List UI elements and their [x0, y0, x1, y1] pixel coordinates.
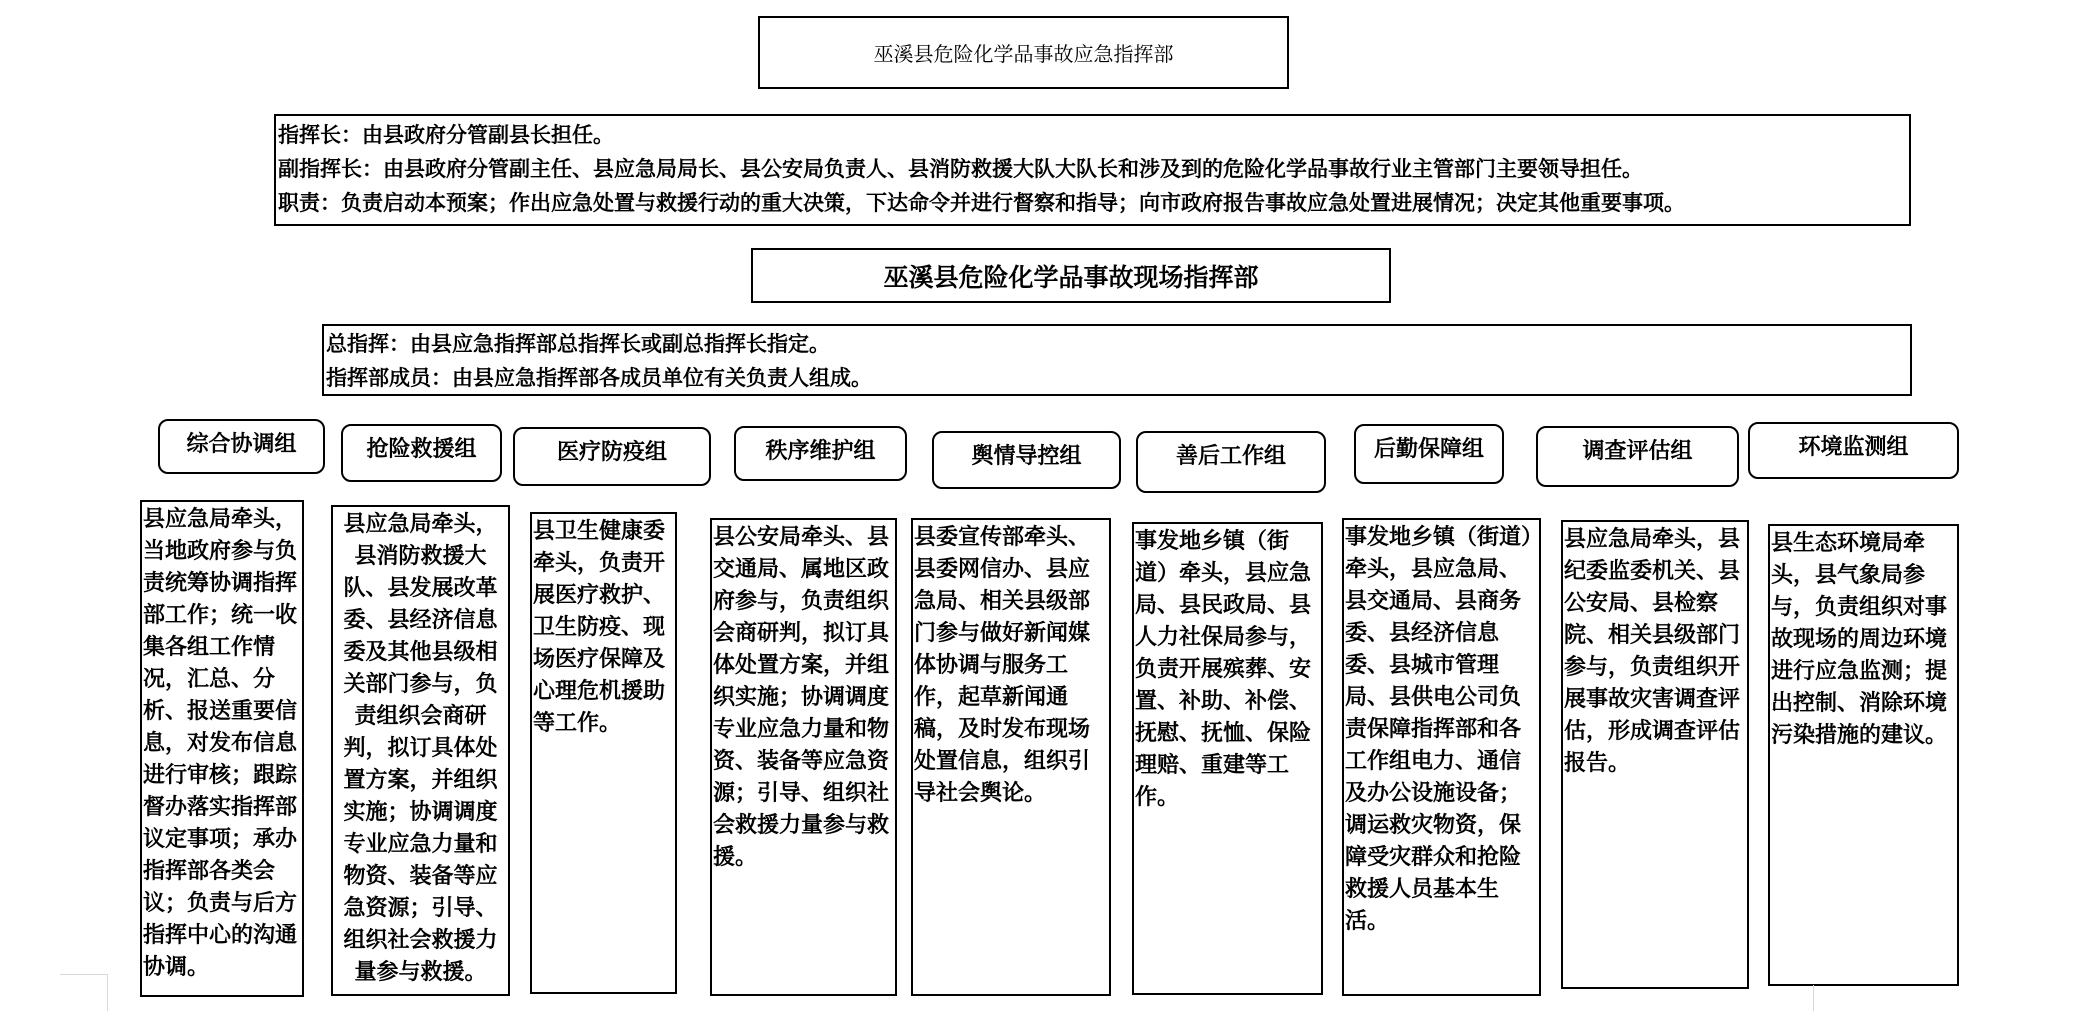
- field-command-title-box: [751, 248, 1391, 303]
- page-margin-mark-left-v: [107, 974, 108, 1011]
- chief-commander-line: 总指挥：由县应急指挥部总指挥长或副总指挥长指定。: [326, 332, 830, 356]
- group-label-environment: 环境监测组: [1748, 422, 1959, 479]
- group-label-rescue: 抢险救援组: [341, 424, 502, 482]
- field-command-title: 巫溪县危险化学品事故现场指挥部: [883, 262, 1259, 292]
- duty-box-medical: 县卫生健康委牵头，负责开展医疗救护、卫生防疫、现场医疗保障及心理危机援助等工作。: [530, 512, 677, 994]
- group-label-comprehensive: 综合协调组: [158, 419, 325, 474]
- commander-line: 指挥长：由县政府分管副县长担任。: [278, 123, 614, 147]
- deputy-commander-line: 副指挥长：由县政府分管副主任、县应急局局长、县公安局负责人、县消防救援大队大队长和涉及到的危险化学品事故行业主管部门主要领导担任。: [278, 157, 1643, 181]
- duty-box-investigation: 县应急局牵头，县纪委监委机关、县公安局、县检察院、相关县级部门参与，负责组织开展事故灾害调查评估，形成调查评估报告。: [1561, 520, 1749, 989]
- duty-box-environment: 县生态环境局牵头，县气象局参与，负责组织对事故现场的周边环境进行应急监测；提出控制、消除环境污染措施的建议。: [1768, 524, 1959, 986]
- group-label-medical: 医疗防疫组: [513, 427, 711, 486]
- members-line: 指挥部成员：由县应急指挥部各成员单位有关负责人组成。: [326, 366, 872, 390]
- duty-box-order: 县公安局牵头、县交通局、属地区政府参与，负责组织会商研判，拟订具体处置方案，并组织实施；协调调度专业应急力量和物资、装备等应急资源；引导、组织社会救援力量参与救援。: [710, 518, 897, 996]
- group-label-public-opinion: 舆情导控组: [932, 431, 1121, 489]
- clipped-top-heading: [700, 0, 1260, 6]
- duty-box-aftermath: 事发地乡镇（街道）牵头，县应急局、县民政局、县人力社保局参与，负责开展殡葬、安置、补助、补偿、抚慰、抚恤、保险理赔、重建等工作。: [1132, 522, 1323, 995]
- page-margin-mark-left-h: [60, 974, 108, 975]
- duty-box-logistics: 事发地乡镇（街道）牵头，县应急局、县交通局、县商务委、县经济信息委、县城市管理局、县供电公司负责保障指挥部和各工作组电力、通信及办公设施设备；调运救灾物资，保障受灾群众和抢险救援人员基本生活。: [1342, 518, 1541, 996]
- headquarters-title: 巫溪县危险化学品事故应急指挥部: [873, 42, 1174, 66]
- group-label-order: 秩序维护组: [734, 426, 907, 481]
- page-margin-mark-right-v: [1813, 985, 1814, 1011]
- clipped-heading-glyphs: [700, 0, 1260, 6]
- headquarters-title-box: [758, 16, 1289, 89]
- group-label-aftermath: 善后工作组: [1136, 431, 1326, 493]
- responsibility-line: 职责：负责启动本预案；作出应急处置与救援行动的重大决策，下达命令并进行督察和指导；向市政府报告事故应急处置进展情况；决定其他重要事项。: [278, 191, 1685, 215]
- duty-box-public-opinion: 县委宣传部牵头、县委网信办、县应急局、相关县级部门参与做好新闻媒体协调与服务工作，起草新闻通稿，及时发布现场处置信息，组织引导社会舆论。: [911, 518, 1111, 996]
- headquarters-details-box: [274, 114, 1911, 226]
- duty-box-comprehensive: 县应急局牵头，当地政府参与负责统筹协调指挥部工作；统一收集各组工作情况，汇总、分析、报送重要信息，对发布信息进行审核；跟踪督办落实指挥部议定事项；承办指挥部各类会议；负责与后方指挥中心的沟通协调。: [140, 500, 304, 997]
- group-label-investigation: 调查评估组: [1536, 426, 1739, 487]
- field-command-details-box: [322, 324, 1912, 396]
- duty-box-rescue: 县应急局牵头，县消防救援大队、县发展改革委、县经济信息委及其他县级相关部门参与，负责组织会商研判，拟订具体处置方案，并组织实施；协调调度专业应急力量和物资、装备等应急资源；引导、组织社会救援力量参与救援。: [331, 505, 510, 996]
- group-label-logistics: 后勤保障组: [1354, 424, 1504, 484]
